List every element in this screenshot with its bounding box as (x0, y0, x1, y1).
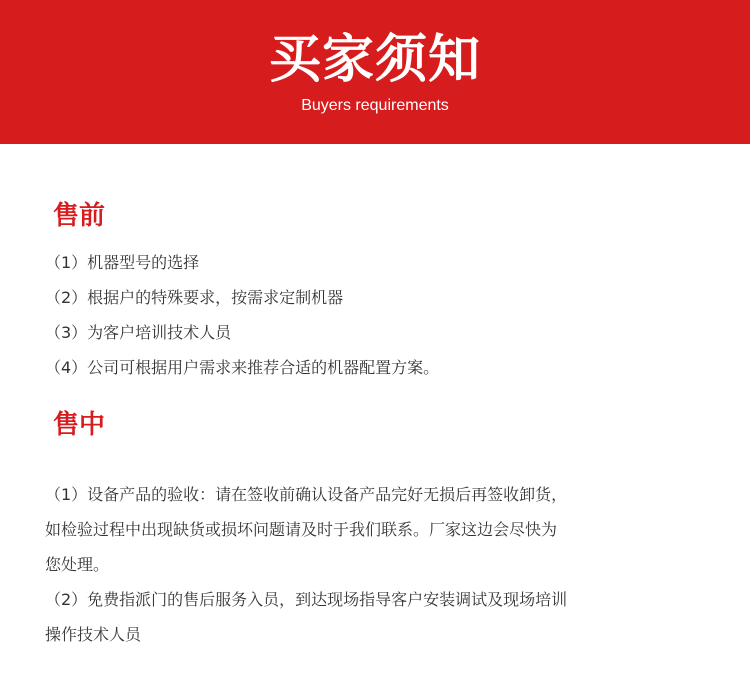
pre-sale-item: （1）机器型号的选择 (45, 253, 200, 272)
in-sale-line: 如检验过程中出现缺货或损坏问题请及时于我们联系。厂家这边会尽快为 (45, 520, 558, 539)
pre-sale-heading: 售前 (53, 201, 106, 231)
pre-sale-item: （4）公司可根据用户需求来推荐合适的机器配置方案。 (45, 358, 440, 377)
header-banner (0, 0, 750, 144)
in-sale-heading: 售中 (53, 410, 106, 440)
page-title: 买家须知 (268, 30, 481, 90)
page-subtitle: Buyers requirements (301, 97, 449, 114)
in-sale-line: 操作技术人员 (45, 625, 142, 644)
pre-sale-item: （3）为客户培训技术人员 (45, 323, 232, 342)
in-sale-line: 您处理。 (45, 555, 110, 574)
pre-sale-item: （2）根据户的特殊要求，按需求定制机器 (45, 288, 344, 307)
in-sale-line: （2）免费指派门的售后服务入员，到达现场指导客户安装调试及现场培训 (45, 590, 568, 609)
in-sale-line: （1）设备产品的验收：请在签收前确认设备产品完好无损后再签收卸货， (45, 485, 568, 504)
